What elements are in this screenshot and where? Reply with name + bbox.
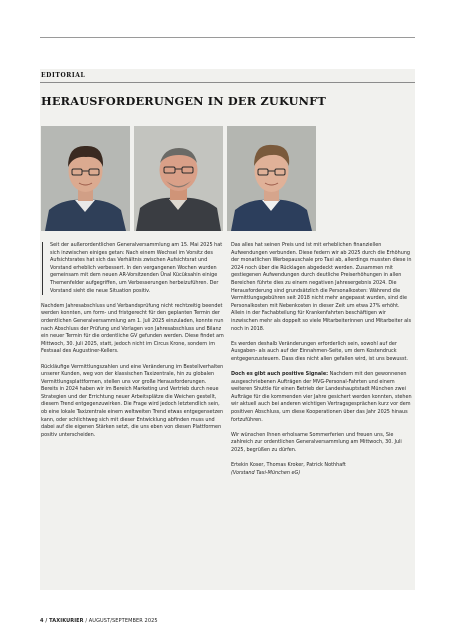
portrait-man-glasses-left-image — [41, 126, 130, 231]
article-column-left — [41, 242, 224, 447]
portrait-right — [227, 126, 316, 231]
section-kicker: EDITORIAL — [41, 72, 86, 79]
paragraph: Rückläufige Vermittlungszahlen und eine Veränderung im Bestellverhalten unserer Kunden, weg von der klassischen Taxizentrale, hin zu globalen Vermittlungsplattformen, stellen uns vor große Herausforderungen. Bereits in 2024 haben wir im Bereich Marketing und Vertrieb durch neue Strategien und der Errichtung neuer Arbeitsplätze die Weichen gestellt, diesem Trend entgegenzuwirken. Die Frage wird jedoch letztendlich sein, ob eine lokale Taxizentrale einem weltweiten Trend etwas entgegensetzen kann, oder schlichtweg sich mit dieser Entwicklung abfinden muss und dabei auf die eigenen Stärken setzt, die uns eben von diesen Plattformen positiv unterscheiden. — [41, 363, 224, 438]
paragraph: Das alles hat seinen Preis und ist mit erheblichen finanziellen Aufwendungen verbunden. Diese federn wir ab 2025 durch die Erhöhung der monatlichen Werbepauschale pro Taxi ab, allerdings mussten diese in 2024 noch über die Rücklagen abgedeckt werden. Zusammen mit gestiegenen Aufwendungen durch deutliche Preiserhöhungen in allen Bereichen führte dies zu einem negativen Jahresergebnis 2024. Die Herausforderung sind grundsätzlich die Personalkosten: Während die Vermittlungsgebühren seit 2018 nicht mehr angepasst wurden, sind die Personalkosten mit Nebenkosten in dieser Zeit um etwa 27% erhöht. Allein in der Fachabteilung für Krankenfahrten beschäftigen wir inzwischen mehr als doppelt so viele Mitarbeiterinnen und Mitarbeiter als noch in 2018. — [231, 242, 412, 332]
top-rule — [40, 37, 415, 38]
portrait-man-glasses-right-image — [227, 126, 316, 231]
signature-role: (Vorstand Taxi-München eG) — [231, 469, 301, 476]
article-column-right — [231, 242, 414, 485]
paragraph: Es werden deshalb Veränderungen erforderlich sein, sowohl auf der Ausgaben- als auch auf der Einnahmen-Seite, um dem Kostendruck entgegenzusteuern. Dass dies nicht allen gefallen wird, ist uns bewusst. — [231, 340, 408, 362]
paragraph — [231, 371, 414, 424]
intro-paragraph: Seit der außerordentlichen Generalversammlung am 15. Mai 2025 hat sich inzwischen einiges getan: Nach einem Wechsel im Vorsitz des Aufsichtsrates hat sich das Verhältnis zwischen Aufsichtsrat und Vorstand erheblich verbessert. In den vergangenen Wochen wurden gemeinsam mit dem neuen AR-Vorsitzenden Ünal Kücüksahin einige Themenfelder aufgegriffen, um Verbesserungen herbeizuführen. Der Vorstand sieht die neue Situation positiv. — [42, 242, 224, 295]
footer-page-magazine: 4 / TAXIKURIER — [40, 618, 84, 624]
portrait-left — [41, 126, 130, 231]
page-footer — [40, 618, 158, 624]
kicker-rule — [40, 82, 415, 83]
signature-names: Ertekin Koser, Thomas Kroker, Patrick Nothhaft — [231, 462, 346, 469]
footer-issue: / AUGUST/SEPTEMBER 2025 — [83, 618, 158, 624]
paragraph: Nachdem Jahresabschluss und Verbandsprüfung nicht rechtzeitig beendet werden konnten, um form- und fristgerecht für den geplanten Termin der ordentlichen Generalversammlung am 1. Juli 2025 einzuladen, konnte nun nach Abschluss der Prüfung und Vorlagen von Jahresabschluss und Bilanz ein neuer Termin für die ordentliche GV gefunden werden. Diese findet am Mittwoch, 30. Juli 2025, statt, jedoch nicht im Circus Krone, sondern im Festsaal des Augustiner-Kellers. — [41, 302, 224, 355]
portrait-center — [134, 126, 223, 231]
page-title: HERAUSFORDERUNGEN IN DER ZUKUNFT — [41, 94, 326, 108]
paragraph-lead: Doch es gibt auch positive Signale: — [231, 371, 329, 378]
portrait-man-glasses-center-image — [134, 126, 223, 231]
paragraph-rest: Nachdem mit den gewonnenen ausgeschriebenen Aufträgen der MVG-Personal-Fahrten und einem weiteren Shuttle für einen Betrieb der Landeshauptstadt München zwei Aufträge für die kommenden vier Jahre gesichert werden konnten, stehen wir aktuell auch bei anderen wichtigen Vertragsgesprächen kurz vor dem positiven Abschluss, um diese Kooperationen über das Jahr 2025 hinaus fortzuführen. — [231, 371, 412, 423]
paragraph: Wir wünschen Ihnen erholsame Sommerferien und freuen uns, Sie zahlreich zur ordentlichen Generalversammlung am Mittwoch, 30. Juli 2025, begrüßen zu dürfen. — [231, 431, 402, 454]
